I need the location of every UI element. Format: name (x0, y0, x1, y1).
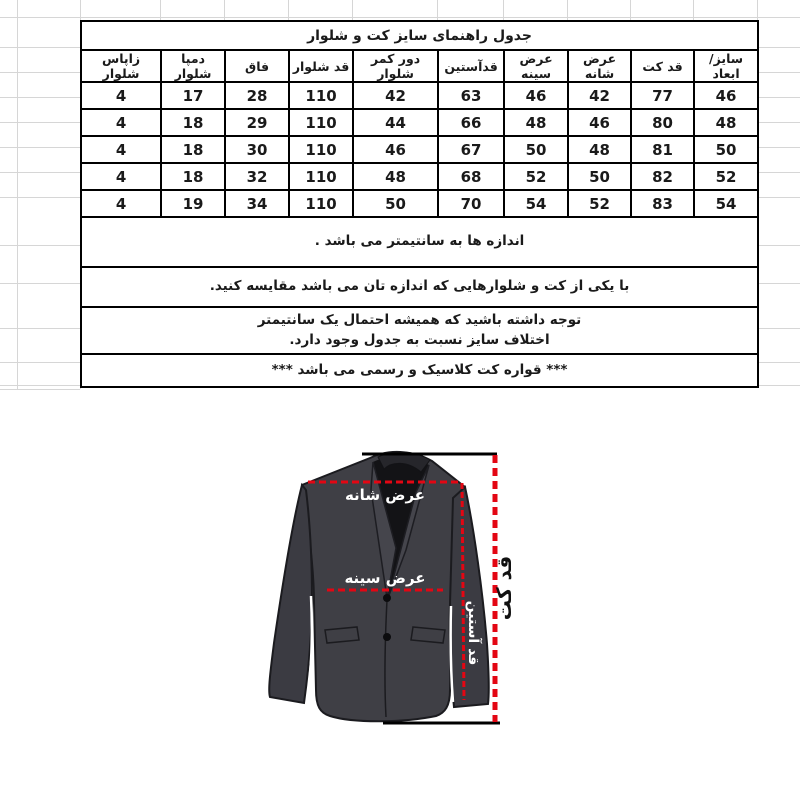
table-cell: 29 (225, 109, 289, 136)
jacket-pocket-left (325, 627, 359, 643)
sleeve-length-label: قد آستین (465, 600, 481, 666)
table-cell: 66 (438, 109, 504, 136)
table-cell: 50 (504, 136, 568, 163)
column-header: قدآستین (438, 50, 504, 82)
table-cell: 17 (161, 82, 225, 109)
table-cell: 32 (225, 163, 289, 190)
table-cell: 28 (225, 82, 289, 109)
table-cell: 54 (694, 190, 758, 217)
header-row (81, 50, 758, 82)
title-row (81, 21, 758, 50)
column-header: عرض شانه (568, 50, 631, 82)
table-cell: 50 (353, 190, 438, 217)
table-cell: 110 (289, 136, 353, 163)
table-cell: 50 (568, 163, 631, 190)
table-cell: 67 (438, 136, 504, 163)
note-row-units (81, 217, 758, 267)
table-cell: 46 (694, 82, 758, 109)
size-table (80, 20, 759, 388)
table-cell: 83 (631, 190, 694, 217)
table-cell: 46 (353, 136, 438, 163)
shoulder-width-label: عرض شانه (344, 486, 426, 504)
table-cell: 48 (353, 163, 438, 190)
table-cell: 70 (438, 190, 504, 217)
table-cell: 52 (568, 190, 631, 217)
note-units-text: اندازه ها به سانتیمتر می باشد . (81, 217, 758, 267)
table-title: جدول راهنمای سایز کت و شلوار (81, 21, 758, 50)
note-row-compare (81, 267, 758, 307)
table-cell: 46 (504, 82, 568, 109)
table-cell: 80 (631, 109, 694, 136)
table-cell: 48 (694, 109, 758, 136)
table-cell: 34 (225, 190, 289, 217)
table-cell: 82 (631, 163, 694, 190)
table-cell: 81 (631, 136, 694, 163)
table-row (81, 82, 758, 109)
chest-width-label: عرض سینه (344, 569, 426, 587)
table-cell: 18 (161, 136, 225, 163)
table-cell: 110 (289, 190, 353, 217)
table-cell: 4 (81, 82, 161, 109)
note-tolerance-line2: اختلاف سایز نسبت به جدول وجود دارد. (289, 331, 550, 348)
jacket-button-top (383, 594, 391, 602)
jacket-pocket-right (411, 627, 445, 643)
table-cell: 4 (81, 136, 161, 163)
table-cell: 110 (289, 163, 353, 190)
table-cell: 30 (225, 136, 289, 163)
column-header: قد شلوار (289, 50, 353, 82)
sleeve-length-line (462, 483, 464, 700)
table-cell: 54 (504, 190, 568, 217)
table-cell: 52 (694, 163, 758, 190)
note-compare-text: با یکی از کت و شلوارهایی که اندازه تان می باشد مقایسه کنید. (81, 267, 758, 307)
table-cell: 42 (353, 82, 438, 109)
table-cell: 18 (161, 109, 225, 136)
table-cell: 48 (568, 136, 631, 163)
column-header: دمپا شلوار (161, 50, 225, 82)
table-cell: 110 (289, 82, 353, 109)
column-header: عرض سینه (504, 50, 568, 82)
jacket-measurement-diagram (240, 428, 550, 778)
table-row (81, 190, 758, 217)
table-cell: 77 (631, 82, 694, 109)
table-cell: 110 (289, 109, 353, 136)
table-row (81, 136, 758, 163)
note-fit-text: *** قواره کت کلاسیک و رسمی می باشد *** (81, 354, 758, 387)
note-row-fit (81, 354, 758, 387)
jacket-sleeve-right (450, 487, 489, 707)
column-header: فاق (225, 50, 289, 82)
note-tolerance-text (81, 307, 758, 354)
table-cell: 4 (81, 163, 161, 190)
jacket-button-bottom (383, 633, 391, 641)
table-cell: 50 (694, 136, 758, 163)
table-cell: 18 (161, 163, 225, 190)
table-cell: 63 (438, 82, 504, 109)
table-cell: 68 (438, 163, 504, 190)
table-cell: 46 (568, 109, 631, 136)
coat-length-label: قد کت (492, 555, 516, 621)
note-tolerance-line1: توجه داشته باشید که همیشه احتمال یک سانتیمتر (257, 311, 582, 328)
table-row (81, 109, 758, 136)
column-header: دور کمر شلوار (353, 50, 438, 82)
column-header: سایز/ ابعاد (694, 50, 758, 82)
note-row-tolerance (81, 307, 758, 354)
column-header: قد کت (631, 50, 694, 82)
column-header: زاپاس شلوار (81, 50, 161, 82)
table-cell: 44 (353, 109, 438, 136)
jacket-sleeve-left (269, 485, 312, 703)
table-cell: 48 (504, 109, 568, 136)
size-table-body (81, 82, 758, 217)
table-cell: 52 (504, 163, 568, 190)
table-cell: 19 (161, 190, 225, 217)
table-cell: 4 (81, 109, 161, 136)
table-row (81, 163, 758, 190)
table-cell: 42 (568, 82, 631, 109)
notes-section (81, 217, 758, 387)
table-cell: 4 (81, 190, 161, 217)
